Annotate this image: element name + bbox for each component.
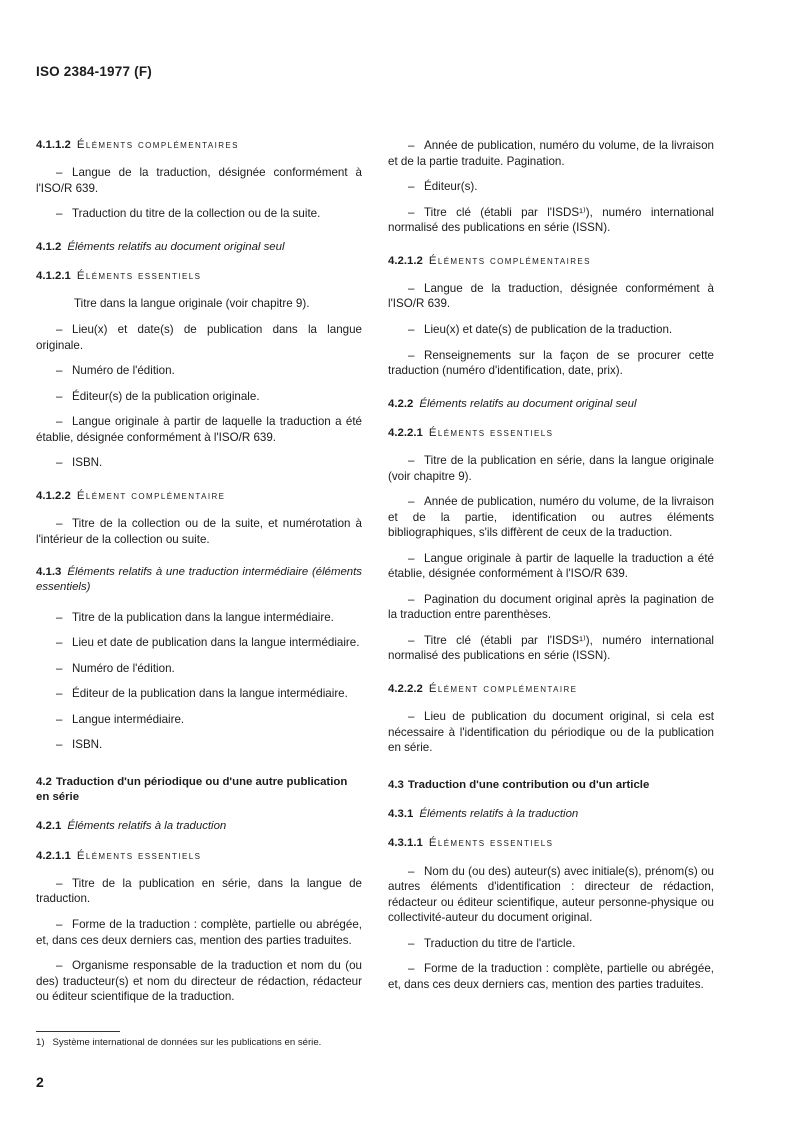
dash-bullet: – xyxy=(56,636,63,650)
heading-4-2-2-2: 4.2.2.2 Élément complémentaire xyxy=(388,683,578,695)
dash-bullet: – xyxy=(56,959,63,973)
dash-bullet: – xyxy=(56,712,63,726)
list-item: – Éditeur(s) de la publication originale. xyxy=(56,389,260,403)
footnote-text: Système international de données sur les publications en série. xyxy=(52,1037,322,1048)
document-identifier: ISO 2384-1977 (F) xyxy=(36,64,152,79)
dash-bullet: – xyxy=(408,936,415,950)
list-item: – Lieu(x) et date(s) de publication dans la langue originale. xyxy=(36,322,362,352)
list-item: – ISBN. xyxy=(56,738,103,752)
dash-bullet: – xyxy=(56,415,63,429)
list-item: – Numéro de l'édition. xyxy=(56,661,175,675)
heading-4-1-3: 4.1.3 Éléments relatifs à une traduction intermédiaire (éléments essentiels) xyxy=(36,566,362,594)
dash-bullet: – xyxy=(56,687,63,701)
dash-bullet: – xyxy=(408,348,415,362)
heading-4-2-1-1: 4.2.1.1 Éléments essentiels xyxy=(36,849,202,862)
list-item: – Lieu de publication du document original, si cela est nécessaire à l'identification du périodique ou de la publication en série. xyxy=(388,710,714,755)
list-item: – Éditeur de la publication dans la langue intermédiaire. xyxy=(56,687,348,701)
footnote xyxy=(36,1037,321,1048)
dash-bullet: – xyxy=(408,592,415,606)
list-item: – Éditeur(s). xyxy=(408,180,478,194)
list-item: – Langue originale à partir de laquelle la traduction a été établie, désignée conformément à l'ISO/R 639. xyxy=(388,551,714,581)
list-item: – Renseignements sur la façon de se procurer cette traduction (numéro d'identification, date, prix). xyxy=(388,348,714,378)
list-item: – Titre de la publication en série, dans la langue originale (voir chapitre 9). xyxy=(388,454,714,483)
dash-bullet: – xyxy=(408,454,415,468)
dash-bullet: – xyxy=(56,876,63,890)
left-column xyxy=(36,138,362,1015)
heading-4-1-2-2: 4.1.2.2 Élément complémentaire xyxy=(36,489,226,502)
dash-bullet: – xyxy=(56,207,63,221)
list-item: – Titre de la publication en série, dans la langue de traduction. xyxy=(36,876,362,906)
list-item: – Pagination du document original après la pagination de la traduction entre parenthèses. xyxy=(388,592,714,622)
list-item: – Forme de la traduction : complète, partielle ou abrégée, et, dans ces deux derniers cas, mention des parties traduites. xyxy=(388,962,714,991)
dash-bullet: – xyxy=(56,364,63,378)
list-item: – Année de publication, numéro du volume, de la livraison et de la partie traduite. Pagination. xyxy=(388,139,714,168)
heading-4-3-1-1: 4.3.1.1 Éléments essentiels xyxy=(388,837,554,850)
dash-bullet: – xyxy=(56,166,63,180)
right-column xyxy=(388,138,714,1002)
dash-bullet: – xyxy=(408,551,415,565)
dash-bullet: – xyxy=(56,389,63,403)
dash-bullet: – xyxy=(408,180,415,194)
dash-bullet: – xyxy=(56,322,63,336)
heading-4-2: 4.2 Traduction d'un périodique ou d'une autre publication en série xyxy=(36,775,348,804)
list-item: – Traduction du titre de la collection ou de la suite. xyxy=(56,207,321,221)
dash-bullet: – xyxy=(408,281,415,295)
heading-4-2-1-2: 4.2.1.2 Éléments complémentaires xyxy=(388,254,591,267)
dash-bullet: – xyxy=(408,633,415,647)
heading-4-3-1: 4.3.1 Éléments relatifs à la traduction xyxy=(388,808,579,821)
heading-4-3: 4.3 Traduction d'une contribution ou d'un article xyxy=(388,778,650,791)
list-item: – Numéro de l'édition. xyxy=(56,364,175,378)
heading-4-2-2: 4.2.2 Éléments relatifs au document original seul xyxy=(388,397,637,410)
dash-bullet: – xyxy=(56,610,63,624)
list-item: – Traduction du titre de l'article. xyxy=(408,936,576,950)
list-item: – Titre clé (établi par l'ISDS¹⁾), numéro international normalisé des publications en série (ISSN). xyxy=(388,633,714,663)
heading-4-2-2-1: 4.2.2.1 Éléments essentiels xyxy=(388,426,554,439)
page-number: 2 xyxy=(36,1074,44,1090)
list-item: – Titre de la publication dans la langue intermédiaire. xyxy=(56,610,334,624)
heading-4-1-1-2: 4.1.1.2 Éléments complémentaires xyxy=(36,139,239,151)
footnote-mark: 1) xyxy=(36,1037,45,1048)
heading-4-2-1: 4.2.1 Éléments relatifs à la traduction xyxy=(36,820,227,833)
list-item: – Lieu(x) et date(s) de publication de la traduction. xyxy=(408,323,673,336)
dash-bullet: – xyxy=(56,661,63,675)
dash-bullet: – xyxy=(408,139,415,152)
dash-bullet: – xyxy=(408,710,415,724)
list-item: – Langue intermédiaire. xyxy=(56,712,185,726)
list-item: – Titre de la collection ou de la suite, et numérotation à l'intérieur de la collection ou suite. xyxy=(36,516,362,546)
dash-bullet: – xyxy=(408,962,415,976)
list-item: – Langue de la traduction, désignée conformément à l'ISO/R 639. xyxy=(388,281,714,311)
list-item: – Organisme responsable de la traduction et nom du (ou des) traducteur(s) et nom du directeur de rédaction, rédacteur ou éditeur scientifique de la traduction. xyxy=(36,959,362,1004)
list-item: – Nom du (ou des) auteur(s) avec initiale(s), prénom(s) ou autres éléments d'identification : directeur de rédaction, rédacteur ou éditeur scientifique, auteur personne-physique ou collectivité-auteur du document original. xyxy=(388,864,714,925)
heading-4-1-2-1: 4.1.2.1 Éléments essentiels xyxy=(36,270,202,283)
dash-bullet: – xyxy=(56,516,63,530)
list-item: – ISBN. xyxy=(56,456,103,470)
dash-bullet: – xyxy=(56,738,63,752)
dash-bullet: – xyxy=(56,456,63,470)
dash-bullet: – xyxy=(408,323,415,336)
list-item: – Langue originale à partir de laquelle la traduction a été établie, désignée conformément à l'ISO/R 639. xyxy=(36,415,362,444)
list-item: – Forme de la traduction : complète, partielle ou abrégée, et, dans ces deux derniers cas, mention des parties traduites. xyxy=(36,917,362,947)
list-item: – Lieu et date de publication dans la langue intermédiaire. xyxy=(56,636,360,650)
list-item: – Année de publication, numéro du volume, de la livraison et de la partie, identification ou autres éléments bibliographiques, s'ils diffèrent de ceux de la traduction. xyxy=(388,495,714,540)
heading-4-1-2: 4.1.2 Éléments relatifs au document original seul xyxy=(36,240,285,253)
paragraph: Titre dans la langue originale (voir chapitre 9). xyxy=(74,297,310,311)
list-item: – Langue de la traduction, désignée conformément à l'ISO/R 639. xyxy=(36,166,362,195)
dash-bullet: – xyxy=(408,864,415,878)
dash-bullet: – xyxy=(408,495,415,509)
dash-bullet: – xyxy=(408,205,415,219)
list-item: – Titre clé (établi par l'ISDS¹⁾), numéro international normalisé des publications en série (ISSN). xyxy=(388,205,714,235)
dash-bullet: – xyxy=(56,917,63,931)
footnote-separator xyxy=(36,1031,120,1032)
